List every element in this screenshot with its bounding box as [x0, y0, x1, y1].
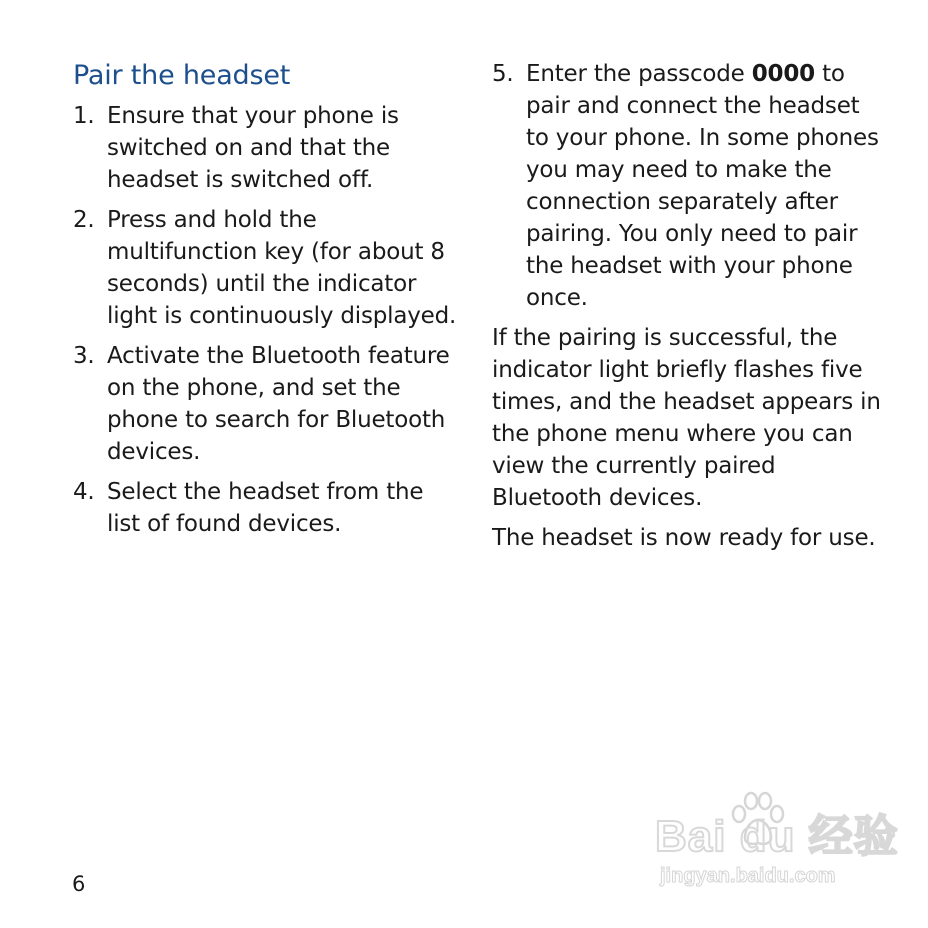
right-column	[492, 58, 887, 562]
step-text: Ensure that your phone is switched on and that the headset is switched off.	[107, 103, 399, 193]
step-text-after: to pair and connect the headset to your phone. In some phones you may need to make the connection separately after pairing. You only need to pair the headset with your phone once.	[526, 61, 879, 311]
ready-paragraph: The headset is now ready for use.	[492, 525, 876, 551]
step-number: 5.	[492, 61, 514, 87]
steps-list-right	[492, 58, 887, 314]
step-number: 1.	[73, 103, 95, 129]
step-item	[492, 58, 887, 314]
step-text: Select the headset from the list of found devices.	[107, 479, 424, 537]
passcode: 0000	[751, 61, 815, 87]
step-number: 2.	[73, 207, 95, 233]
step-text: Press and hold the multifunction key (for about 8 seconds) until the indicator light is continuously displayed.	[107, 207, 457, 329]
left-column	[73, 58, 463, 548]
step-item	[73, 100, 463, 196]
step-item	[73, 340, 463, 468]
watermark-url: jingyan.baidu.com	[660, 865, 836, 887]
watermark-brand: Bai du 经验	[655, 812, 899, 861]
step-item	[73, 476, 463, 540]
steps-list-left	[73, 100, 463, 540]
step-text	[526, 58, 887, 314]
section-title: Pair the headset	[73, 60, 291, 91]
pairing-result-paragraph: If the pairing is successful, the indicator light briefly flashes five times, and the headset appears in the phone menu where you can view the currently paired Bluetooth devices.	[492, 325, 881, 511]
step-number: 3.	[73, 343, 95, 369]
step-text: Activate the Bluetooth feature on the phone, and set the phone to search for Bluetooth devices.	[107, 343, 450, 465]
page-number: 6	[72, 872, 86, 896]
baidu-watermark	[655, 790, 899, 895]
step-text-before: Enter the passcode	[526, 61, 752, 87]
step-item	[73, 204, 463, 332]
step-number: 4.	[73, 479, 95, 505]
